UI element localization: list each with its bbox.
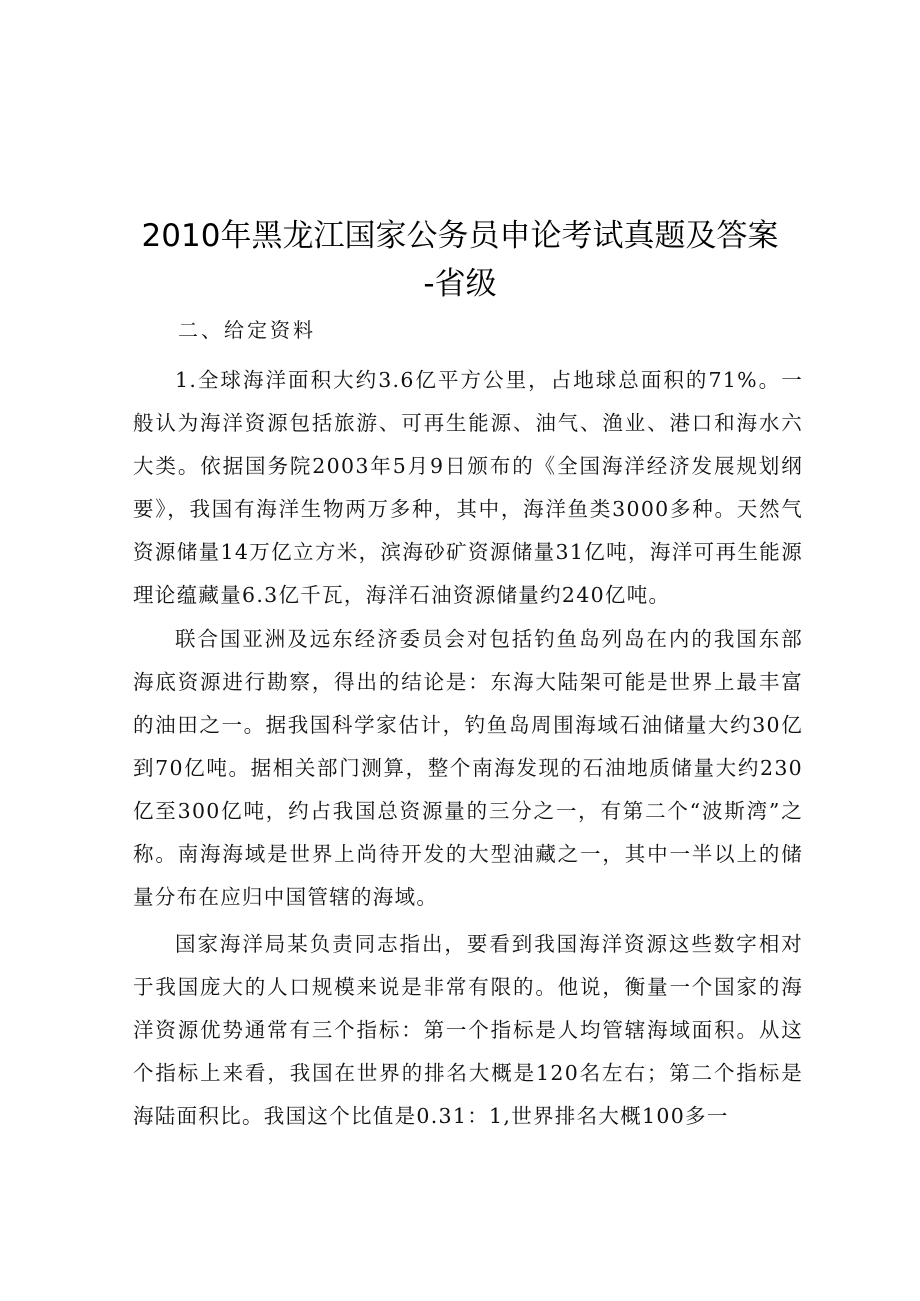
section-heading: 二、给定资料 (178, 318, 316, 342)
paragraph-1: 1.全球海洋面积大约3.6亿平方公里，占地球总面积的71%。一般认为海洋资源包括旅游、可再生能源、油气、渔业、港口和海水六大类。依据国务院2003年5月9日颁布的《全国海洋经济发展规划纲要》，我国有海洋生物两万多种，其中，海洋鱼类3000多种。天然气资源储量14万亿立方米，滨海砂矿资源储量31亿吨，海洋可再生能源理论蕴藏量6.3亿千瓦，海洋石油资源储量约240亿吨。 (133, 368, 803, 607)
paragraph-3: 国家海洋局某负责同志指出，要看到我国海洋资源这些数字相对于我国庞大的人口规模来说是非常有限的。他说，衡量一个国家的海洋资源优势通常有三个指标：第一个指标是人均管辖海域面积。从这个指标上来看，我国在世界的排名大概是120名左右；第二个指标是海陆面积比。我国这个比值是0.31：1,世界排名大概100多一 (133, 932, 803, 1128)
paragraph-2: 联合国亚洲及远东经济委员会对包括钓鱼岛列岛在内的我国东部海底资源进行勘察，得出的结论是：东海大陆架可能是世界上最丰富的油田之一。据我国科学家估计，钓鱼岛周围海域石油储量大约30亿到70亿吨。据相关部门测算，整个南海发现的石油地质储量大约230亿至300亿吨，约占我国总资源量的三分之一，有第二个“波斯湾”之称。南海海域是世界上尚待开发的大型油藏之一，其中一半以上的储量分布在应归中国管辖的海域。 (133, 627, 803, 909)
document-title-line-1: 2010年黑龙江国家公务员申论考试真题及答案 (141, 218, 779, 254)
document-title-line-2: -省级 (423, 266, 497, 302)
